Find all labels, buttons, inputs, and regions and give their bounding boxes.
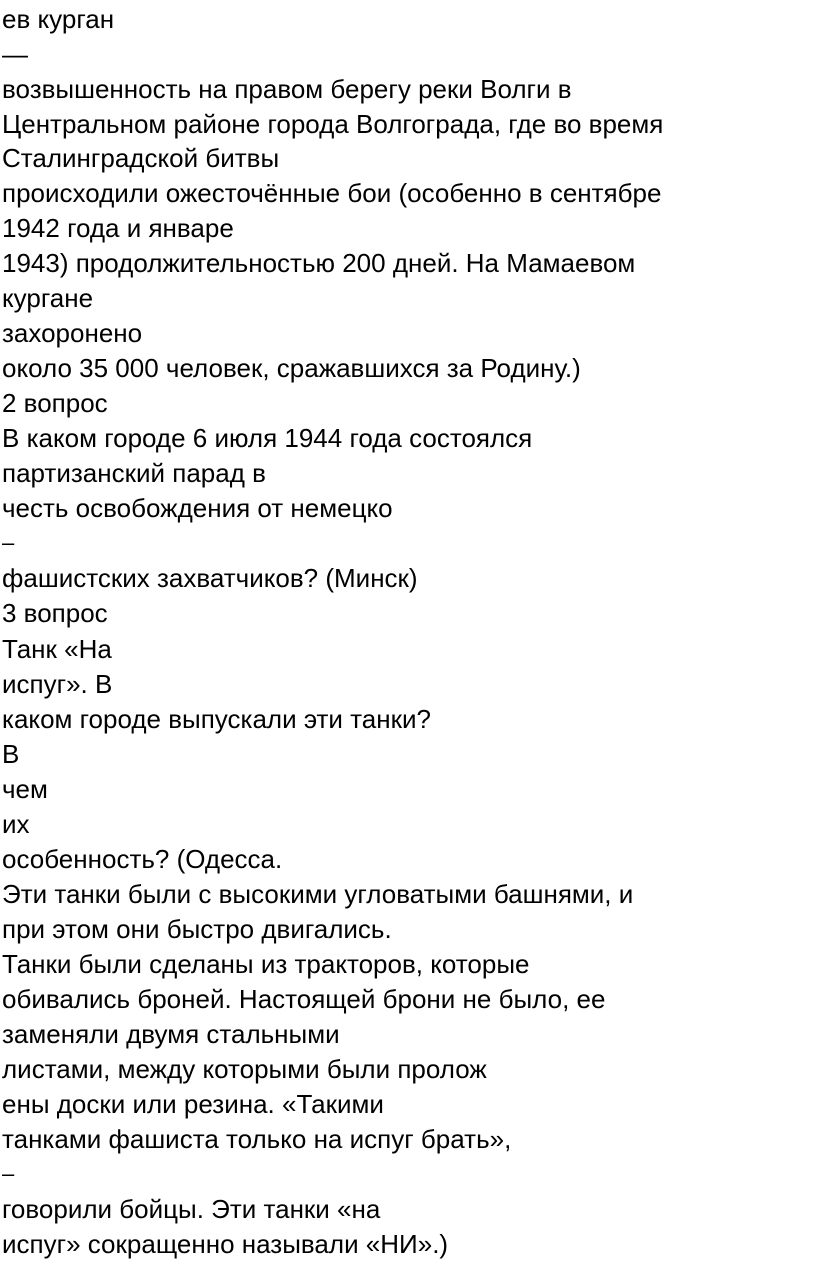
text-line: особенность? (Одесса.	[2, 844, 283, 874]
text-line: около 35 000 человек, сражавшихся за Родину.)	[2, 353, 581, 383]
text-line: Центральном районе города Волгограда, где во время	[2, 109, 664, 139]
text-line: при этом они быстро двигались.	[2, 914, 392, 944]
text-line: В	[2, 739, 20, 769]
text-line: –	[2, 1161, 15, 1186]
text-line: —	[2, 39, 28, 69]
text-line: захоронено	[2, 318, 143, 348]
text-line: обивались броней. Настоящей брони не было, ее	[2, 984, 606, 1014]
text-line: честь освобождения от немецко	[2, 493, 393, 523]
question-heading: 3 вопрос	[2, 598, 108, 628]
text-line: их	[2, 809, 30, 839]
text-line: происходили ожесточённые бои (особенно в сентябре	[2, 178, 662, 208]
text-line: кургане	[2, 283, 94, 313]
text-line: В каком городе 6 июля 1944 года состоялся	[2, 423, 533, 453]
text-line: говорили бойцы. Эти танки «на	[2, 1194, 381, 1224]
text-line: листами, между которыми были пролож	[2, 1054, 487, 1084]
text-line: заменяли двумя стальными	[2, 1019, 340, 1049]
question-heading: 2 вопрос	[2, 388, 108, 418]
text-line: Сталинградской битвы	[2, 143, 280, 173]
text-line: чем	[2, 774, 48, 804]
text-line: возвышенность на правом берегу реки Волги в	[2, 74, 572, 104]
text-line: ев курган	[2, 4, 115, 34]
text-line: ены доски или резина. «Такими	[2, 1089, 384, 1119]
text-line: 1943) продолжительностью 200 дней. На Мамаевом	[2, 248, 636, 278]
text-line: испуг» сокращенно называли «НИ».)	[2, 1229, 449, 1259]
text-line: Танки были сделаны из тракторов, которые	[2, 949, 530, 979]
text-line: Танк «На	[2, 634, 112, 664]
text-line: танками фашиста только на испуг брать»,	[2, 1124, 512, 1154]
text-line: партизанский парад в	[2, 458, 266, 488]
text-line: 1942 года и январе	[2, 213, 234, 243]
text-line: Эти танки были с высокими угловатыми башнями, и	[2, 879, 634, 909]
text-line: фашистских захватчиков? (Минск)	[2, 563, 418, 593]
text-line: испуг». В	[2, 669, 113, 699]
text-line: –	[2, 530, 15, 555]
text-line: каком городе выпускали эти танки?	[2, 704, 431, 734]
